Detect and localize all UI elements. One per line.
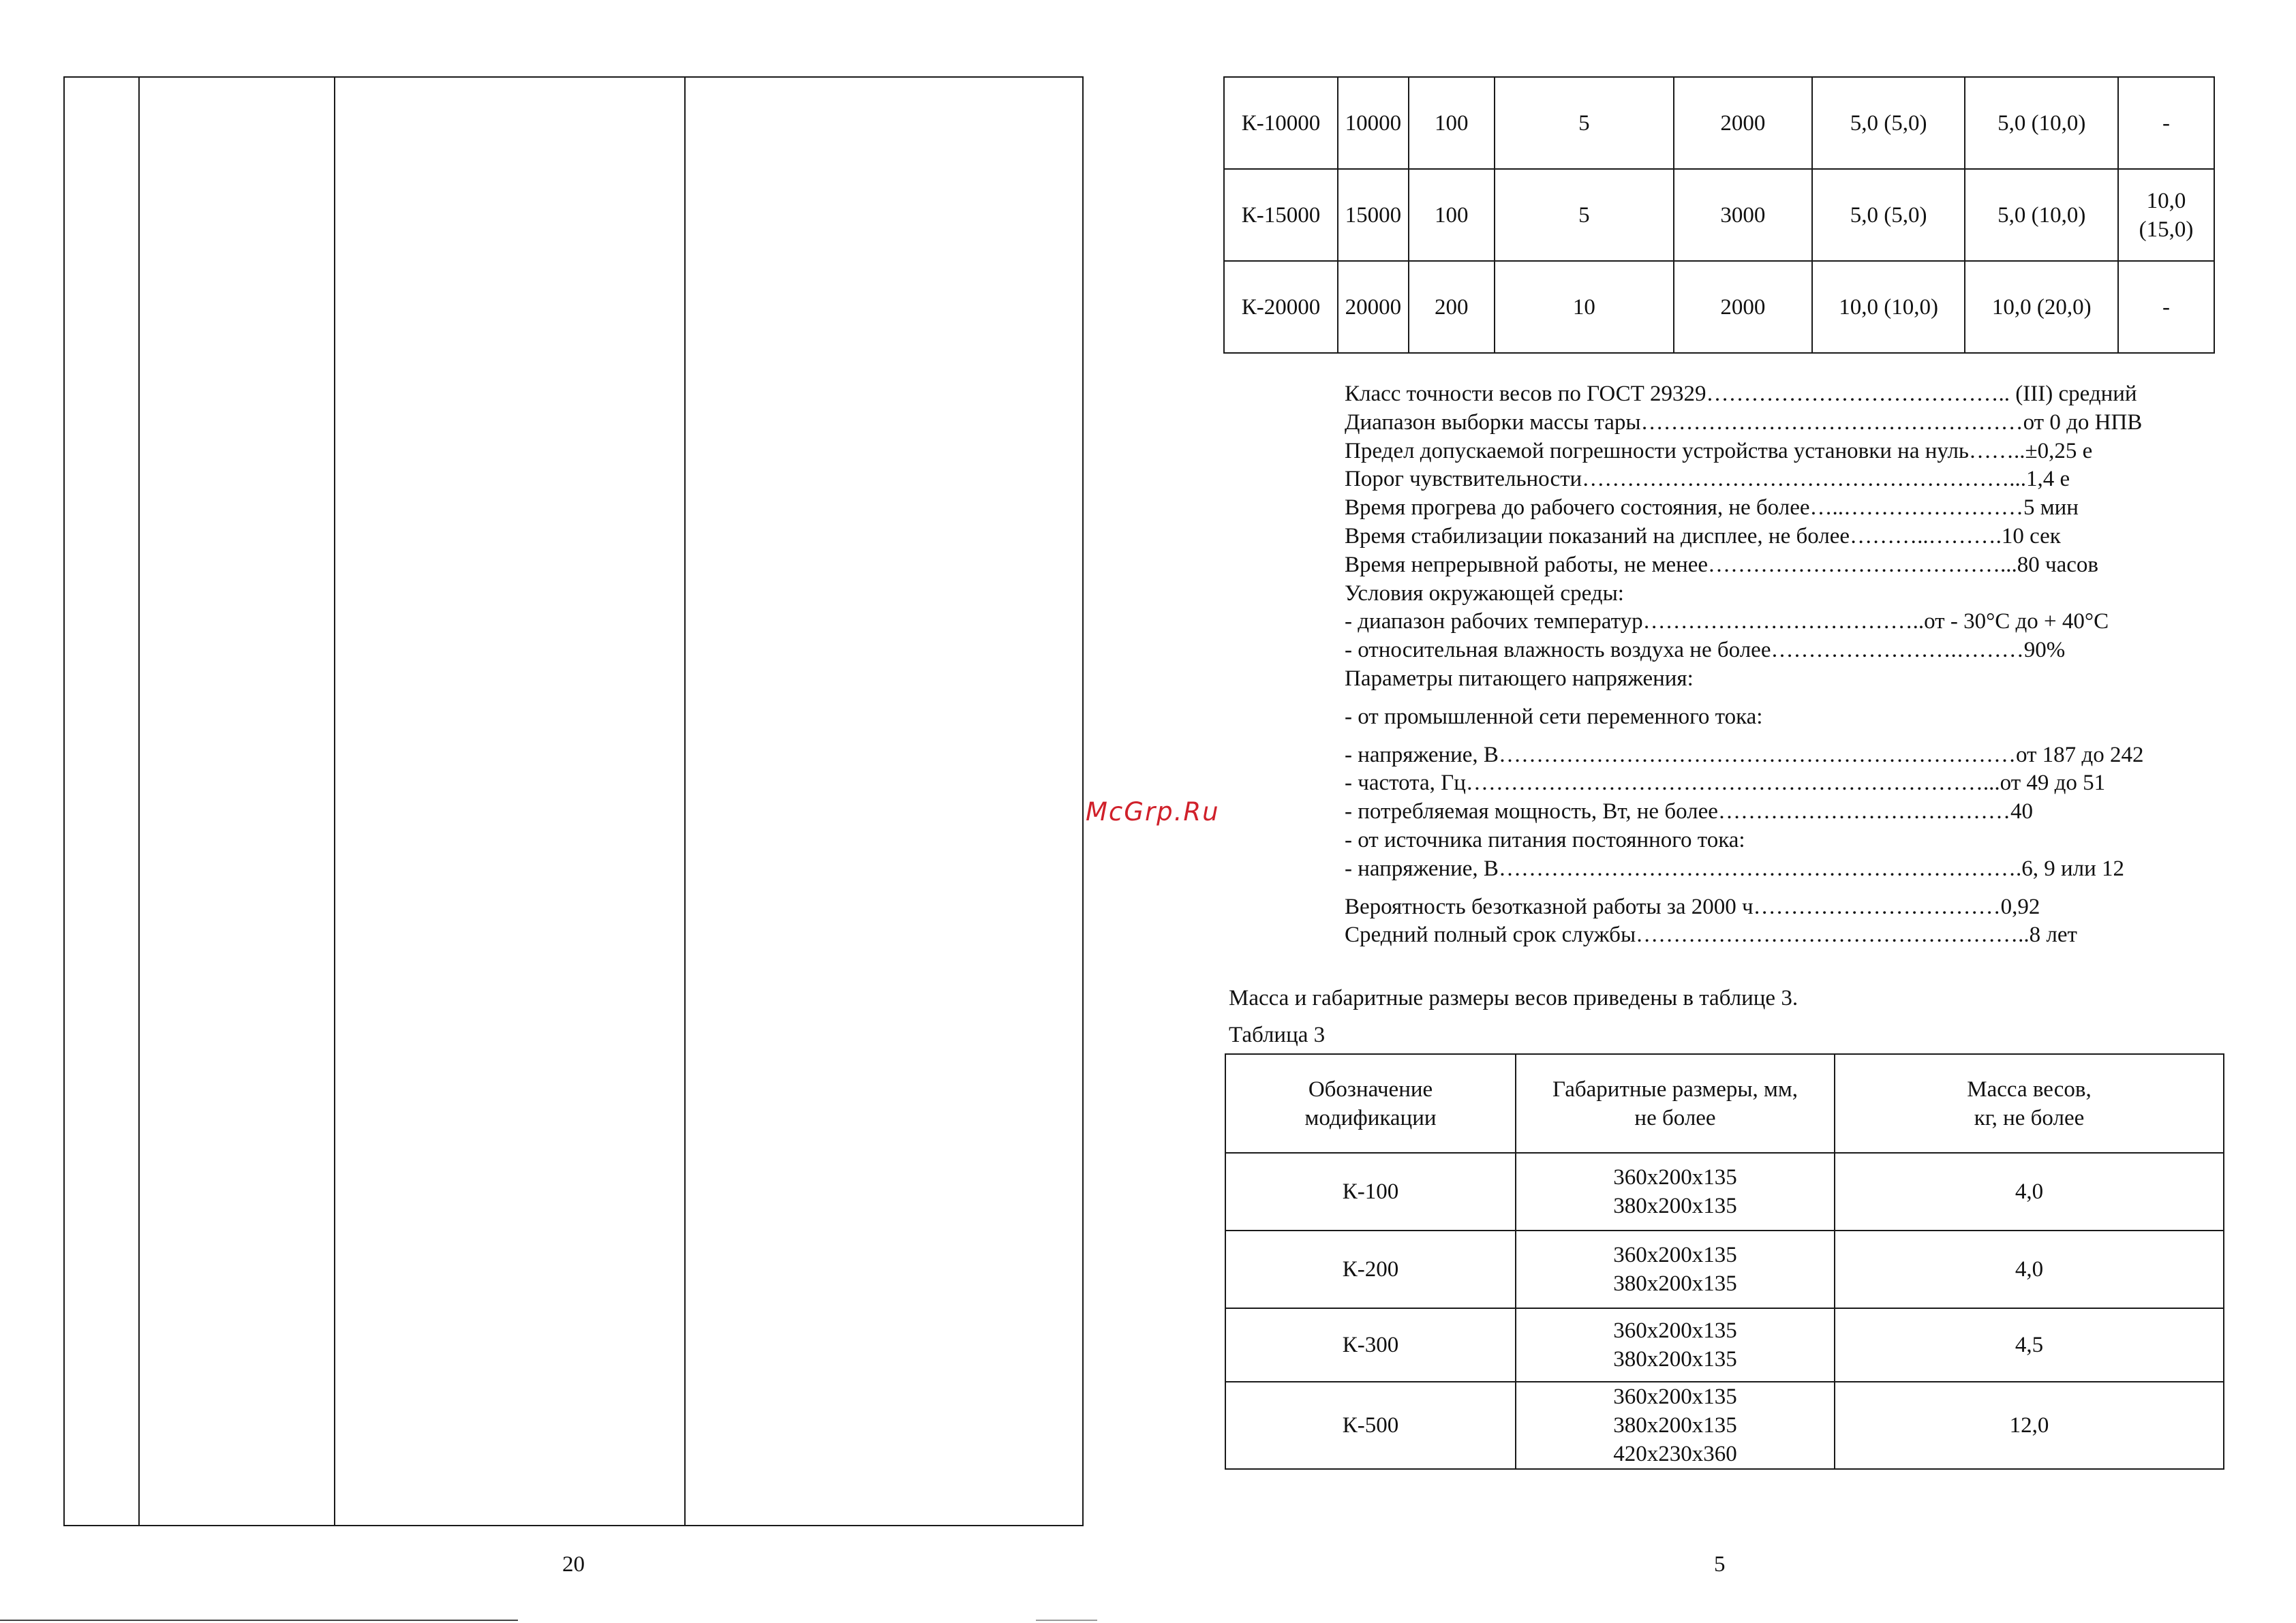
param-line: Вероятность безотказной работы за 2000 ч……………………………0,92 <box>1345 894 2040 919</box>
table-row <box>1224 261 2214 353</box>
table-cell: 5 <box>1495 77 1674 169</box>
param-line: Время стабилизации показаний на дисплее, не более………..……….10 сек <box>1345 523 2061 548</box>
table-row <box>1225 1153 2224 1231</box>
watermark: McGrp.Ru <box>1086 797 1220 826</box>
table3-intro: Масса и габаритные размеры весов приведены в таблице 3. <box>1229 986 1798 1010</box>
table-cell: 5 <box>1495 169 1674 261</box>
param-line: Класс точности весов по ГОСТ 29329………………………………….. (III) средний <box>1345 382 2137 406</box>
table-cell: 20000 <box>1338 261 1409 353</box>
table-cell: - <box>2118 77 2214 169</box>
model-cell: К-100 <box>1225 1153 1516 1231</box>
param-line: Диапазон выборки массы тары……………………………………………от 0 до НПВ <box>1345 409 2143 435</box>
blank-cell <box>685 77 1083 1526</box>
table-row <box>1224 169 2214 261</box>
dimensions-cell: 360х200х135 380х200х135 420х230х360 <box>1516 1382 1835 1469</box>
table3-caption: Таблица 3 <box>1229 1023 1326 1047</box>
param-line: - диапазон рабочих температур………………………………..от - 30°С до + 40°С <box>1345 609 2109 634</box>
table-cell: 10,0 (10,0) <box>1812 261 1965 353</box>
technical-parameters <box>1345 380 2231 950</box>
param-line: - напряжение, В…………………………………………………………….6, 9 или 12 <box>1345 856 2124 881</box>
table-row <box>1224 77 2214 169</box>
table-row <box>1225 1231 2224 1308</box>
table-cell: 10000 <box>1338 77 1409 169</box>
param-line: - напряжение, В……………………………………………………………от 187 до 242 <box>1345 742 2144 767</box>
mass-cell: 4,5 <box>1835 1308 2224 1382</box>
table-cell: 15000 <box>1338 169 1409 261</box>
param-line: Порог чувствительности…………………………………………………...1,4 е <box>1345 467 2070 492</box>
model-cell: К-20000 <box>1224 261 1338 353</box>
table-cell: 2000 <box>1674 77 1812 169</box>
bottom-divider <box>0 1620 518 1621</box>
param-subheading: - от промышленной сети переменного тока: <box>1345 704 1763 729</box>
param-line: - относительная влажность воздуха не более…………………….………90% <box>1345 638 2066 663</box>
page-number-right: 5 <box>1714 1552 1726 1577</box>
param-line: Предел допускаемой погрешности устройства установки на нуль……..±0,25 е <box>1345 438 2093 463</box>
bottom-divider <box>1036 1620 1097 1621</box>
param-line: - частота, Гц……………………………………………………………...от 49 до 51 <box>1345 771 2106 796</box>
table-cell: 5,0 (5,0) <box>1812 77 1965 169</box>
model-cell: К-10000 <box>1224 77 1338 169</box>
table-cell: 10,0 (20,0) <box>1965 261 2118 353</box>
table-cell: 100 <box>1409 77 1495 169</box>
table-row <box>1225 1382 2224 1469</box>
param-line: Время непрерывной работы, не менее…………………………………...80 часов <box>1345 552 2099 577</box>
column-header: Обозначение модификации <box>1225 1054 1516 1153</box>
model-cell: К-15000 <box>1224 169 1338 261</box>
table-cell: 3000 <box>1674 169 1812 261</box>
dimensions-cell: 360х200х135 380х200х135 <box>1516 1231 1835 1308</box>
param-line: Время прогрева до рабочего состояния, не более…..……………………5 мин <box>1345 495 2079 521</box>
column-header: Масса весов, кг, не более <box>1835 1054 2224 1153</box>
param-line: - от источника питания постоянного тока: <box>1345 827 1745 852</box>
table-row <box>1225 1308 2224 1382</box>
table-cell: 10 <box>1495 261 1674 353</box>
table-cell: 5,0 (10,0) <box>1965 77 2118 169</box>
table-cell: 2000 <box>1674 261 1812 353</box>
table-header-row <box>1225 1054 2224 1153</box>
mass-cell: 4,0 <box>1835 1231 2224 1308</box>
blank-cell <box>139 77 335 1526</box>
blank-cell <box>335 77 685 1526</box>
page-number-left: 20 <box>562 1552 585 1577</box>
param-line: Условия окружающей среды: <box>1345 581 1624 606</box>
table-cell: 5,0 (10,0) <box>1965 169 2118 261</box>
table-cell: 5,0 (5,0) <box>1812 169 1965 261</box>
blank-cell <box>64 77 139 1526</box>
mass-cell: 12,0 <box>1835 1382 2224 1469</box>
left-page-blank-table <box>63 76 1084 1526</box>
column-header: Габаритные размеры, мм, не более <box>1516 1054 1835 1153</box>
table-cell: - <box>2118 261 2214 353</box>
param-line: Средний полный срок службы……………………………………………..8 лет <box>1345 923 2077 948</box>
spec-table <box>1223 76 2215 354</box>
param-line: - потребляемая мощность, Вт, не более…………………………………40 <box>1345 799 2033 824</box>
model-cell: К-300 <box>1225 1308 1516 1382</box>
dimensions-cell: 360х200х135 380х200х135 <box>1516 1153 1835 1231</box>
dimensions-cell: 360х200х135 380х200х135 <box>1516 1308 1835 1382</box>
table-cell: 200 <box>1409 261 1495 353</box>
model-cell: К-200 <box>1225 1231 1516 1308</box>
mass-cell: 4,0 <box>1835 1153 2224 1231</box>
dimensions-table <box>1225 1053 2224 1470</box>
model-cell: К-500 <box>1225 1382 1516 1469</box>
table-cell: 100 <box>1409 169 1495 261</box>
table-cell: 10,0 (15,0) <box>2118 169 2214 261</box>
param-line: Параметры питающего напряжения: <box>1345 666 1694 691</box>
